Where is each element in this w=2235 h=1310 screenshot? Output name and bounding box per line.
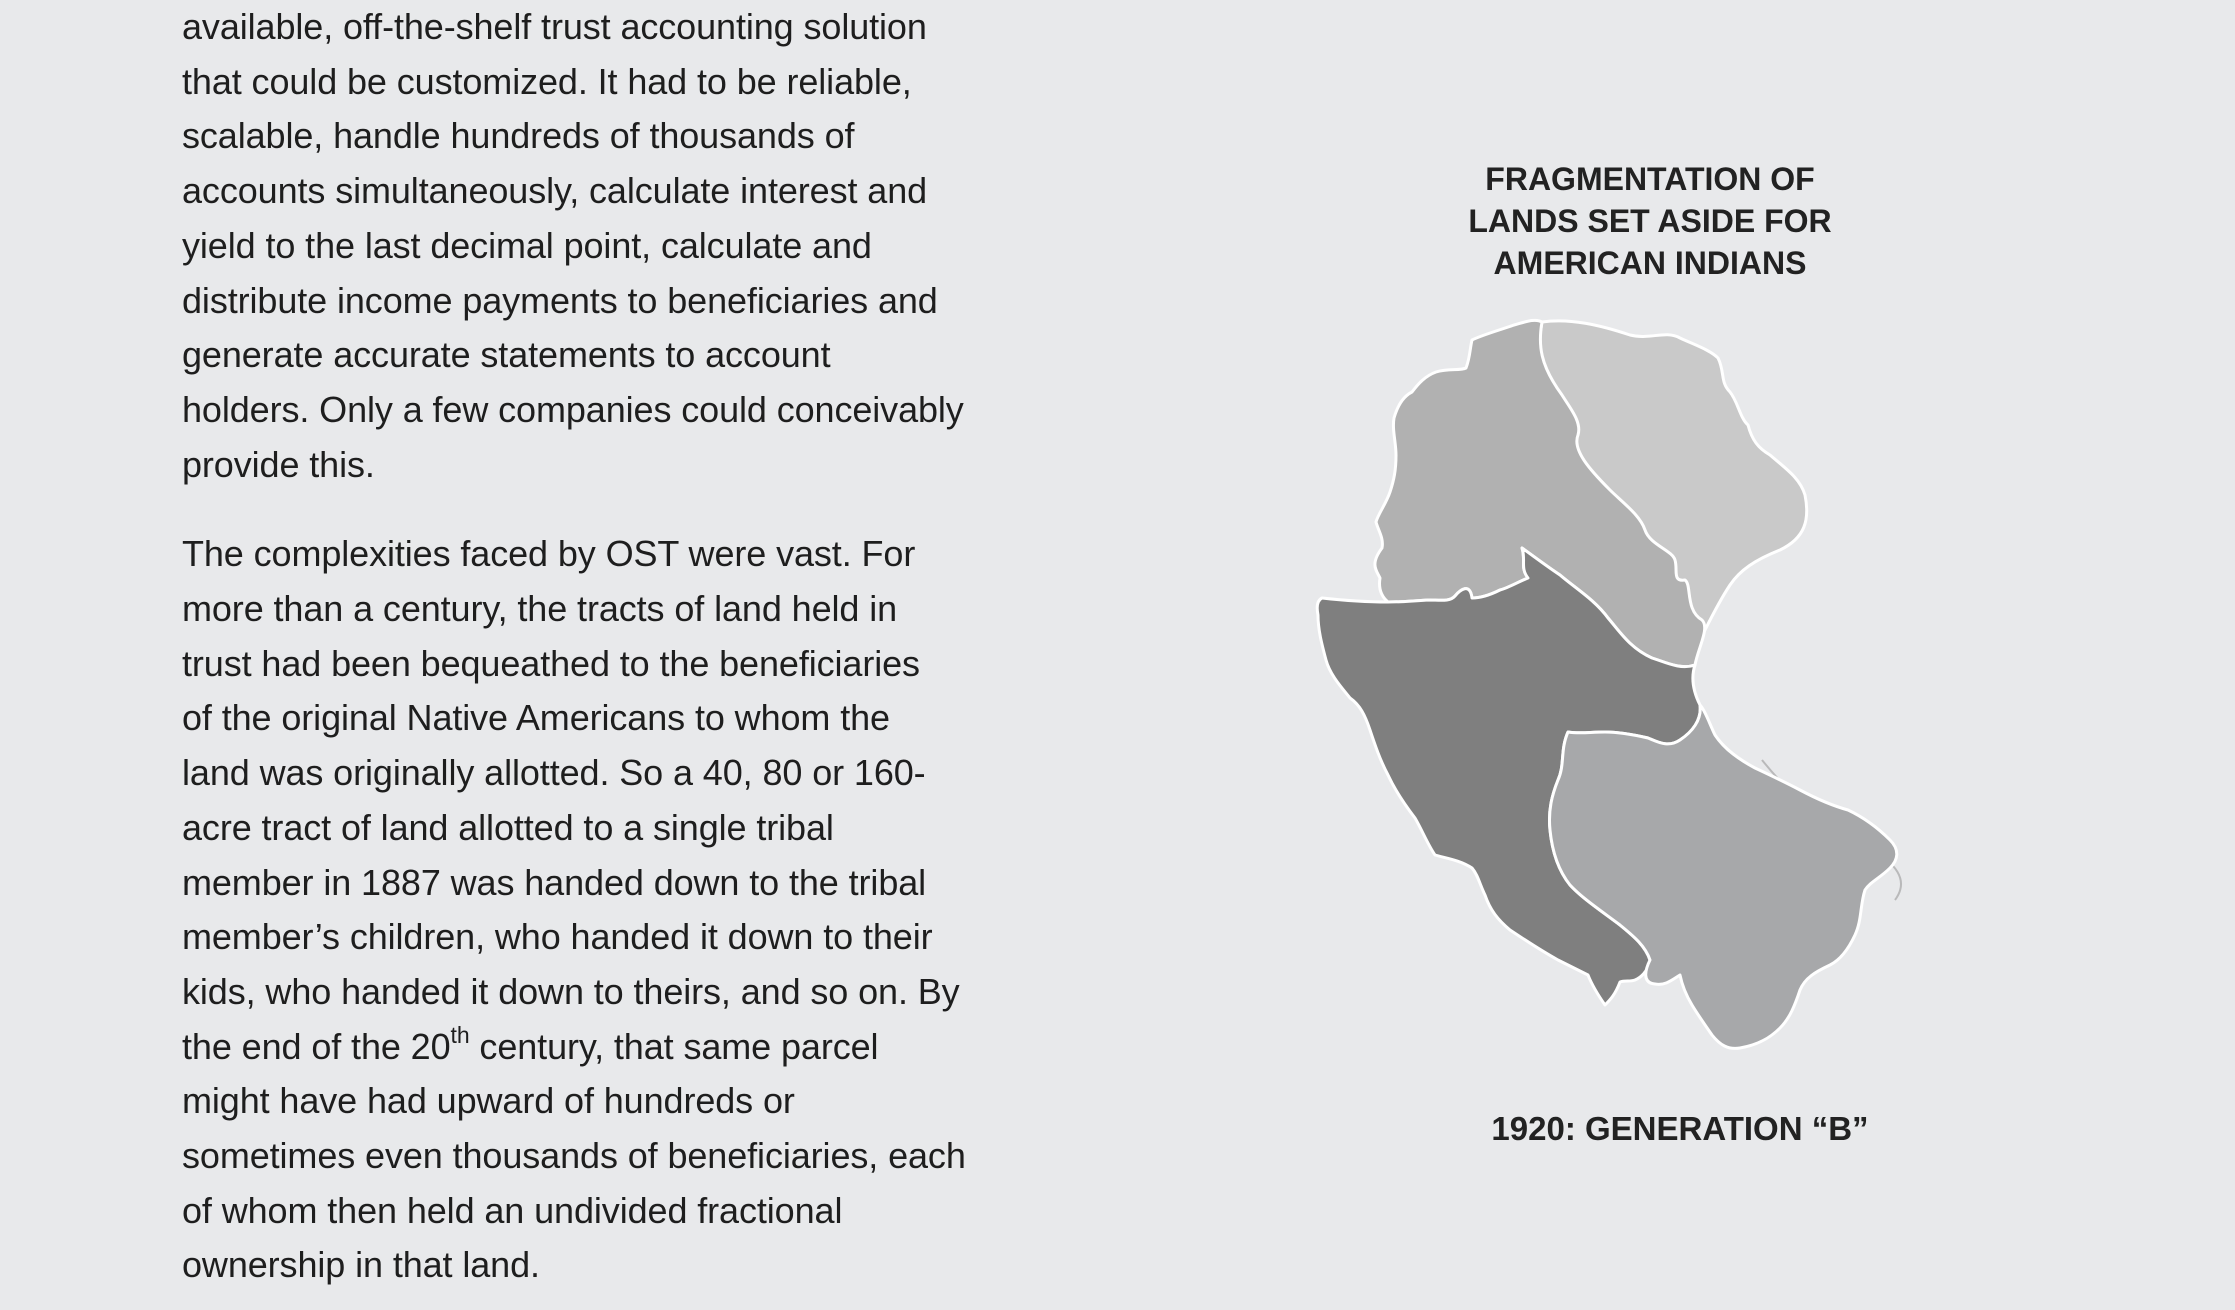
paragraph-line: distribute income payments to beneficiaries and <box>182 279 938 321</box>
figure-title-line: LANDS SET ASIDE FOR <box>1468 203 1832 239</box>
line-text: the end of the 20 <box>182 1025 451 1067</box>
ordinal-superscript: th <box>450 1021 470 1048</box>
paragraph-line: more than a century, the tracts of land held in <box>182 588 898 630</box>
line-text: century, that same parcel <box>469 1025 879 1067</box>
paragraph-line: trust had been bequeathed to the beneficiaries <box>182 642 920 684</box>
figure-title <box>1300 158 2000 284</box>
paragraph-line: member in 1887 was handed down to the tribal <box>182 861 927 903</box>
paragraph-line: available, off-the-shelf trust accounting solution <box>182 6 927 47</box>
paragraph-line: acre tract of land allotted to a single tribal <box>182 806 834 848</box>
article-paragraph <box>182 0 982 492</box>
figure-caption: 1920: GENERATION “B” <box>1491 1110 1869 1147</box>
paragraph-line: might have had upward of hundreds or <box>182 1080 795 1122</box>
paragraph-line: that could be customized. It had to be reliable, <box>182 60 912 102</box>
paragraph-line: scalable, handle hundreds of thousands of <box>182 115 855 157</box>
article-body <box>182 0 982 1293</box>
paragraph-line <box>182 1020 982 1075</box>
paragraph-line: kids, who handed it down to theirs, and so on. By <box>182 970 960 1012</box>
paragraph-line: member’s children, who handed it down to their <box>182 916 933 958</box>
paragraph-line: generate accurate statements to account <box>182 334 831 376</box>
paragraph-line: of whom then held an undivided fractional <box>182 1189 843 1231</box>
paragraph-line: The complexities faced by OST were vast. For <box>182 533 916 575</box>
land-fragmentation-figure <box>1300 150 2000 1150</box>
paragraph-line: of the original Native Americans to whom the <box>182 697 890 739</box>
paragraph-line: accounts simultaneously, calculate interest and <box>182 170 928 212</box>
figure-title-line: AMERICAN INDIANS <box>1493 245 1807 281</box>
paragraph-line: sometimes even thousands of beneficiaries, each <box>182 1135 966 1177</box>
paragraph-line: yield to the last decimal point, calculate and <box>182 224 872 266</box>
paragraph-line: holders. Only a few companies could conceivably <box>182 388 964 430</box>
paragraph-line: ownership in that land. <box>182 1244 540 1286</box>
article-paragraph <box>182 527 982 1293</box>
paragraph-line: provide this. <box>182 443 375 485</box>
figure-title-line: FRAGMENTATION OF <box>1485 161 1815 197</box>
parcel-map <box>1300 150 2000 1150</box>
paragraph-line: land was originally allotted. So a 40, 80 or 160- <box>182 752 926 794</box>
